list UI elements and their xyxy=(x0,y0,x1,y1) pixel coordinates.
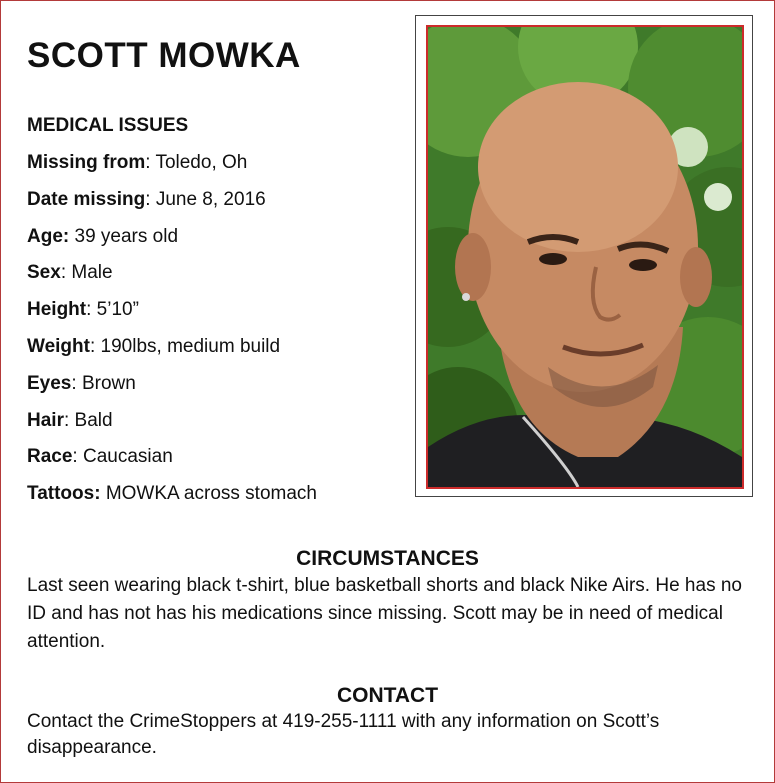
contact-text: Contact the CrimeStoppers at 419-255-1111 with any information on Scott’s disappearance. xyxy=(27,711,660,758)
fact-value: June 8, 2016 xyxy=(155,188,266,210)
fact-value: Brown xyxy=(81,372,136,394)
facts-list xyxy=(27,151,317,519)
fact-value: Male xyxy=(71,262,113,284)
medical-issues-heading: MEDICAL ISSUES xyxy=(27,115,189,136)
fact-label: Tattoos: xyxy=(27,483,101,505)
fact-date-missing: Date missing: June 8, 2016 xyxy=(27,188,266,210)
fact-value: MOWKA across stomach xyxy=(105,483,317,505)
fact-value: Caucasian xyxy=(82,446,173,468)
contact-heading: CONTACT xyxy=(336,684,439,707)
fact-label: Age: xyxy=(27,225,70,247)
circumstances-text: Last seen wearing black t-shirt, blue basketball shorts and black Nike Airs. He has no ID and has not has his medications since missing. Scott may be in need of medical attention. xyxy=(27,575,742,652)
portrait-illustration xyxy=(428,27,742,487)
fact-label: Missing from xyxy=(27,152,146,173)
fact-height: Height: 5’10” xyxy=(27,299,139,321)
fact-sex: Sex: Male xyxy=(27,262,113,284)
fact-weight: Weight: 190lbs, medium build xyxy=(27,335,281,357)
fact-value: Toledo, Oh xyxy=(155,152,248,173)
fact-value: Bald xyxy=(74,409,113,431)
fact-label: Race xyxy=(27,446,73,468)
fact-eyes: Eyes: Brown xyxy=(27,372,136,394)
fact-value: 39 years old xyxy=(74,225,179,247)
fact-label: Eyes xyxy=(27,372,72,394)
person-name: SCOTT MOWKA xyxy=(27,36,301,75)
fact-value: 190lbs, medium build xyxy=(100,335,281,357)
fact-hair: Hair: Bald xyxy=(27,409,113,431)
fact-label: Hair xyxy=(27,409,64,431)
photo-frame xyxy=(415,15,753,497)
fact-tattoos xyxy=(27,482,317,519)
fact-label: Weight xyxy=(27,335,90,357)
missing-person-photo xyxy=(426,25,744,489)
fact-value: 5’10” xyxy=(96,299,139,321)
fact-label: Date missing xyxy=(27,188,146,210)
fact-missing-from: Missing from: Toledo, Oh xyxy=(27,152,248,173)
circumstances-heading: CIRCUMSTANCES xyxy=(296,547,479,570)
fact-race: Race: Caucasian xyxy=(27,446,173,468)
fact-label: Sex xyxy=(27,262,61,284)
fact-label: Height xyxy=(27,299,87,321)
fact-age xyxy=(27,225,317,262)
